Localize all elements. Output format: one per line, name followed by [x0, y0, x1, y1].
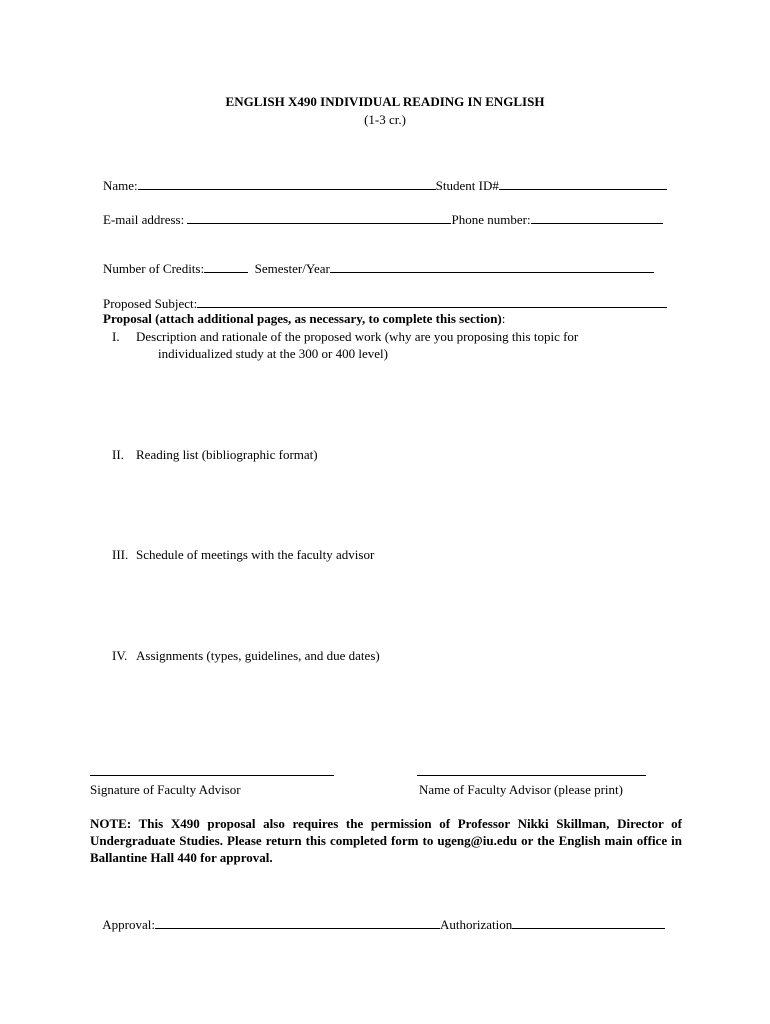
faculty-name-line[interactable]	[417, 775, 646, 776]
authorization-field[interactable]	[512, 916, 665, 929]
proposal-item-3-num: III.	[112, 547, 129, 562]
approval-row	[90, 900, 665, 949]
proposal-item-3-text: Schedule of meetings with the faculty advisor	[136, 547, 375, 562]
email-row	[90, 195, 663, 244]
authorization-label: Authorization	[440, 917, 513, 932]
proposal-item-4-text: Assignments (types, guidelines, and due dates)	[136, 648, 380, 663]
faculty-name-label: Name of Faculty Advisor (please print)	[419, 782, 623, 797]
form-title: ENGLISH X490 INDIVIDUAL READING IN ENGLISH	[225, 94, 545, 109]
semester-label: Semester/Year	[254, 261, 330, 276]
name-label: Name:	[103, 178, 138, 193]
proposal-item-4-num: IV.	[112, 648, 128, 663]
phone-field[interactable]	[531, 211, 663, 224]
subject-label: Proposed Subject:	[103, 296, 198, 311]
student-id-label: Student ID#	[435, 178, 499, 193]
proposal-item-1-text: Description and rationale of the proposed work (why are you proposing this topic for	[136, 329, 579, 344]
email-field[interactable]	[187, 211, 451, 224]
approval-field[interactable]	[155, 916, 440, 929]
proposal-heading: Proposal (attach additional pages, as necessary, to complete this section)	[103, 311, 502, 326]
credits-field[interactable]	[204, 260, 248, 273]
proposal-item-2-num: II.	[112, 447, 124, 462]
name-field[interactable]	[138, 177, 436, 190]
faculty-signature-label: Signature of Faculty Advisor	[90, 782, 241, 797]
credits-label: Number of Credits:	[103, 261, 205, 276]
faculty-signature-line[interactable]	[90, 775, 334, 776]
student-id-field[interactable]	[499, 177, 667, 190]
semester-field[interactable]	[330, 260, 654, 273]
proposal-heading-row: Proposal (attach additional pages, as necessary, to complete this section):	[103, 311, 506, 326]
proposal-item-2-text: Reading list (bibliographic format)	[136, 447, 318, 462]
phone-label: Phone number:	[451, 212, 531, 227]
approval-label: Approval:	[102, 917, 156, 932]
proposal-item-1-text-cont: individualized study at the 300 or 400 level)	[158, 346, 388, 361]
approval-note: NOTE: This X490 proposal also requires the permission of Professor Nikki Skillman, Director of Undergraduate Studies. Please return this completed form to ugeng@iu.edu or the English main office in Ballantine Hall 440 for approval.	[90, 816, 682, 865]
email-label: E-mail address:	[103, 212, 188, 227]
form-subtitle: (1-3 cr.)	[364, 112, 406, 127]
proposal-item-1-num: I.	[112, 329, 120, 344]
